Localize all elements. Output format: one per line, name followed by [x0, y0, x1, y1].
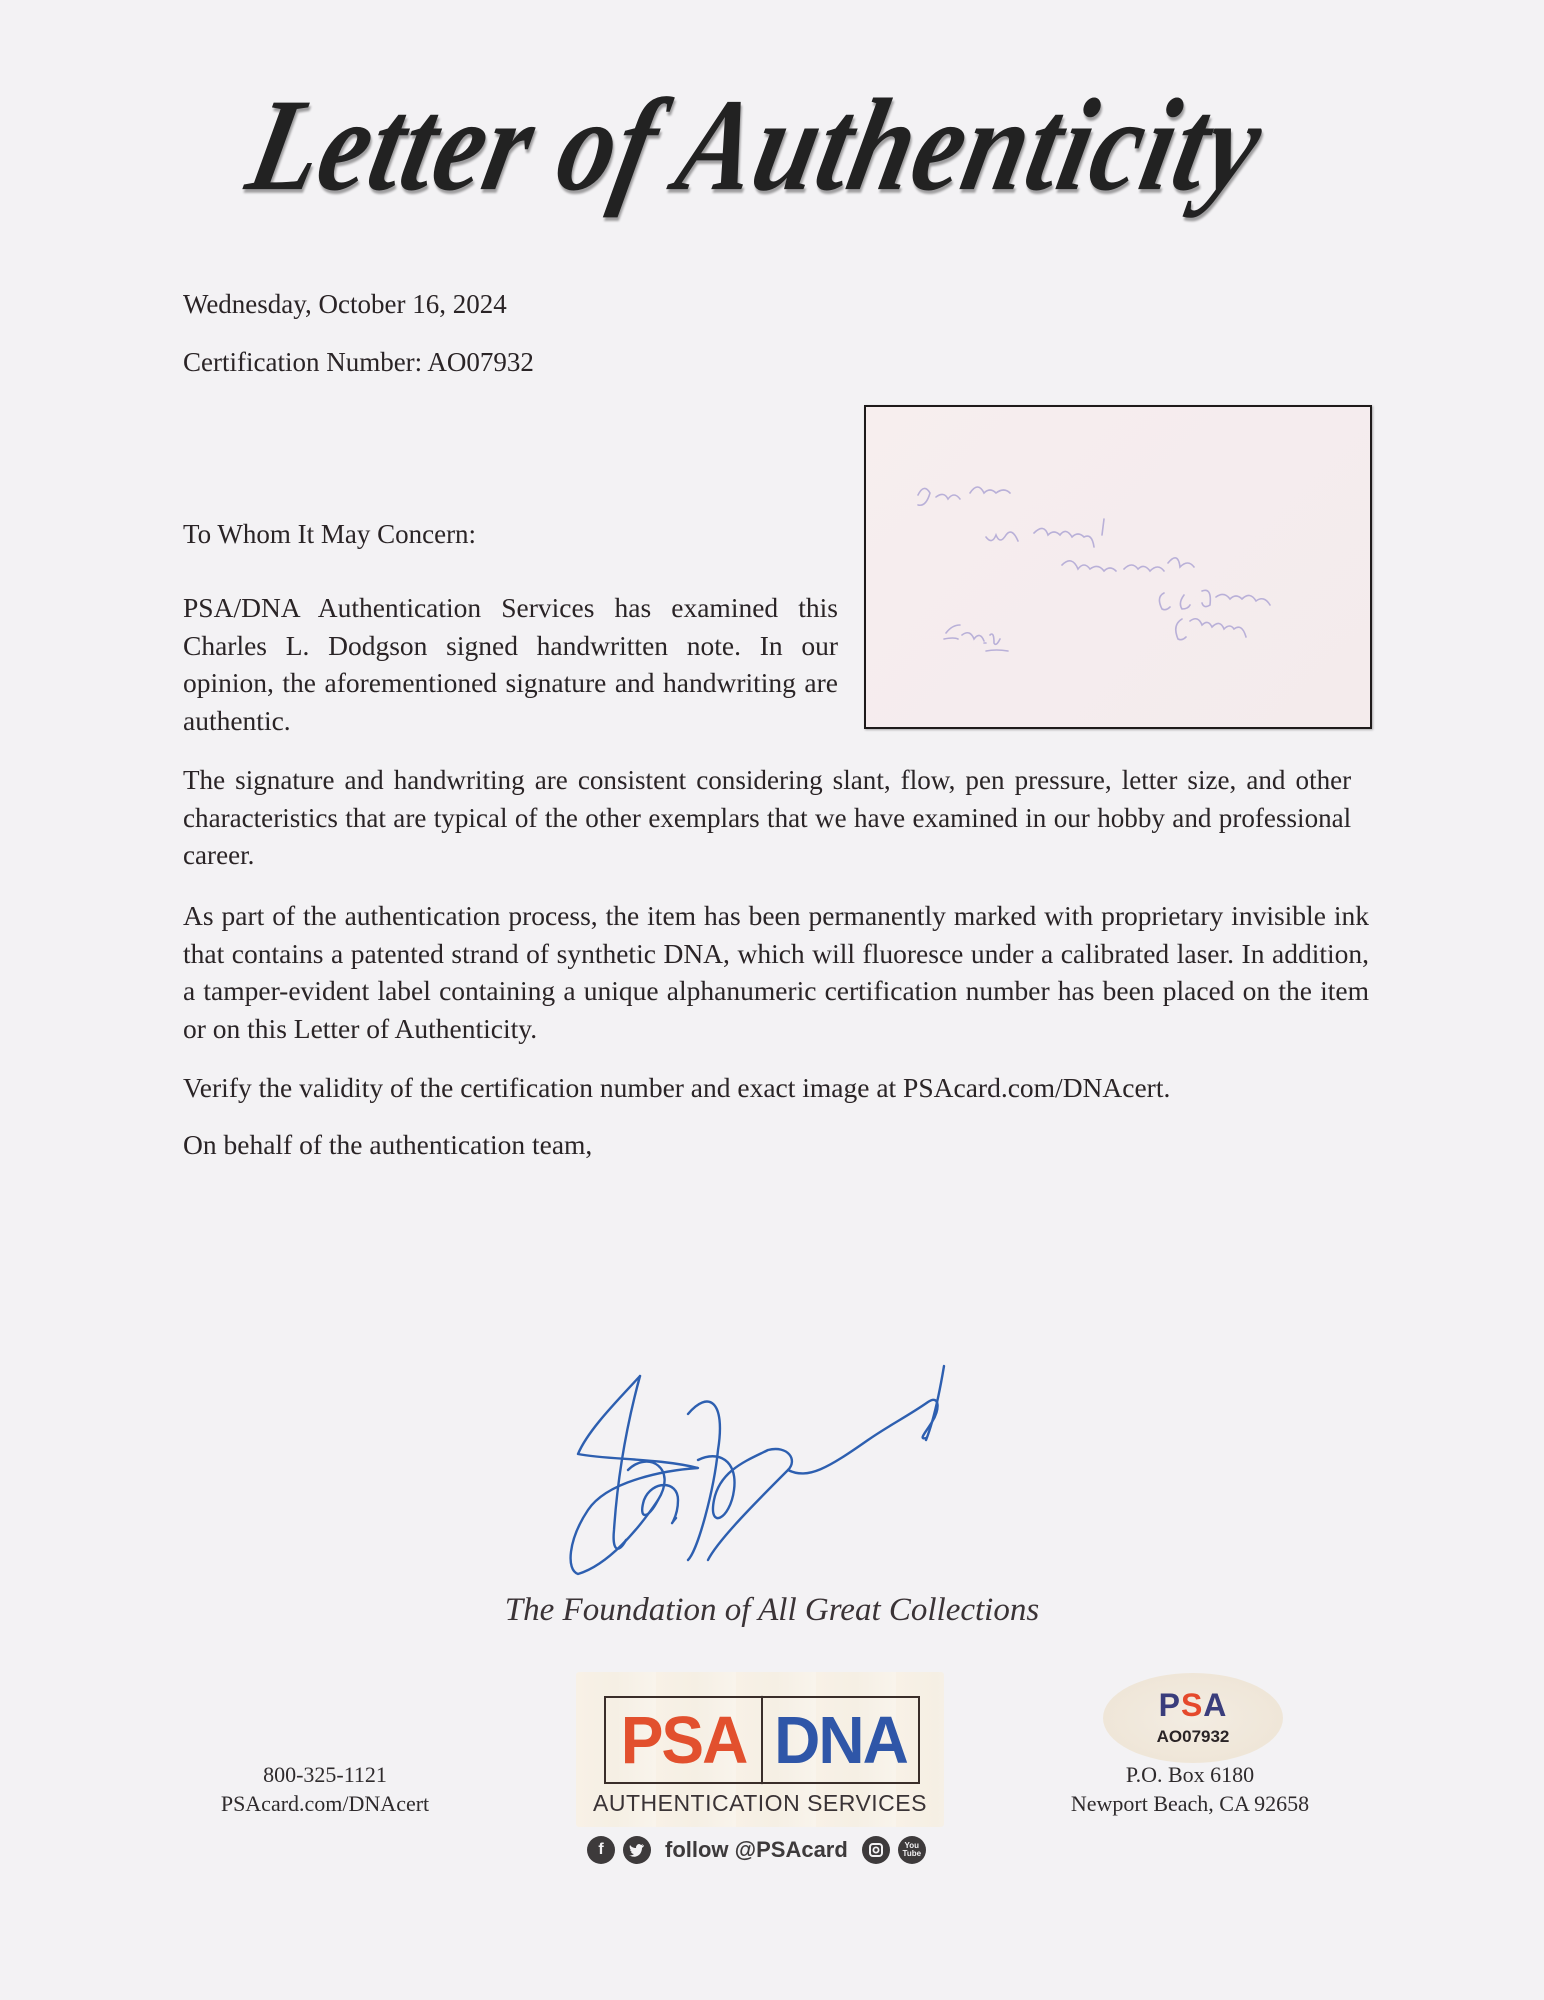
handwriting-line-1 — [918, 487, 1010, 505]
social-links — [587, 1836, 926, 1864]
follow-handle[interactable]: follow @PSAcard — [665, 1837, 848, 1862]
psa-cert-sticker — [1103, 1673, 1283, 1763]
instagram-icon[interactable] — [862, 1836, 890, 1864]
handwriting-line-3 — [1062, 558, 1194, 571]
twitter-icon[interactable] — [623, 1836, 651, 1864]
authentication-services-label: AUTHENTICATION SERVICES — [593, 1790, 927, 1816]
dna-logo-text: DNA — [774, 1702, 907, 1778]
address-line-2: Newport Beach, CA 92658 — [1070, 1791, 1310, 1816]
contact-info — [190, 1760, 460, 1818]
paragraph-verify: Verify the validity of the certification number and exact image at PSAcard.com/DNAcert. — [183, 1072, 1171, 1103]
phone-number: 800-325-1121 — [263, 1762, 387, 1787]
certification-number: Certification Number: AO07932 — [183, 347, 534, 377]
letter-date: Wednesday, October 16, 2024 — [183, 289, 507, 319]
authenticator-signature — [548, 1350, 958, 1580]
paragraph-closing: On behalf of the authentication team, — [183, 1129, 593, 1160]
letter-title: Letter of Authenticity — [236, 72, 1276, 219]
salutation: To Whom It May Concern: — [183, 519, 477, 549]
handwriting-line-4 — [1159, 590, 1270, 609]
psa-dna-logo — [604, 1696, 920, 1784]
psa-dna-hologram — [576, 1672, 944, 1827]
psa-logo-text: PSA — [606, 1696, 763, 1784]
handwriting-line-6 — [944, 625, 1000, 644]
handwriting-line-5 — [1176, 619, 1246, 640]
paragraph-dna-ink: As part of the authentication process, the item has been permanently marked with proprietary invisible ink that contains a patented strand of synthetic DNA, which will fluoresce under a calibrated laser. In addition, a tamper-evident label containing a unique alphanumeric certification number has been placed on the item or on this Letter of Authenticity. — [183, 900, 1369, 1044]
item-photo — [864, 405, 1372, 729]
paragraph-opinion: PSA/DNA Authentication Services has examined this Charles L. Dodgson signed handwritten note. In our opinion, the aforementioned signature and handwriting are authentic. — [183, 592, 838, 736]
handwritten-note-image — [866, 407, 1370, 727]
address-line-1: P.O. Box 6180 — [1125, 1762, 1255, 1787]
facebook-icon[interactable]: f — [587, 1836, 615, 1864]
psa-sticker-logo: PSA — [1158, 1687, 1228, 1723]
website-link[interactable]: PSAcard.com/DNAcert — [220, 1791, 430, 1816]
sticker-cert-number: AO07932 — [1156, 1727, 1230, 1746]
youtube-icon[interactable]: You Tube — [898, 1836, 926, 1864]
mailing-address — [1040, 1760, 1340, 1818]
paragraph-consistency: The signature and handwriting are consistent considering slant, flow, pen pressure, letter size, and other characteristics that are typical of the other exemplars that we have examined in our hobby and professional career. — [183, 764, 1352, 870]
handwriting-line-2 — [986, 519, 1104, 547]
tagline: The Foundation of All Great Collections — [504, 1592, 1040, 1628]
